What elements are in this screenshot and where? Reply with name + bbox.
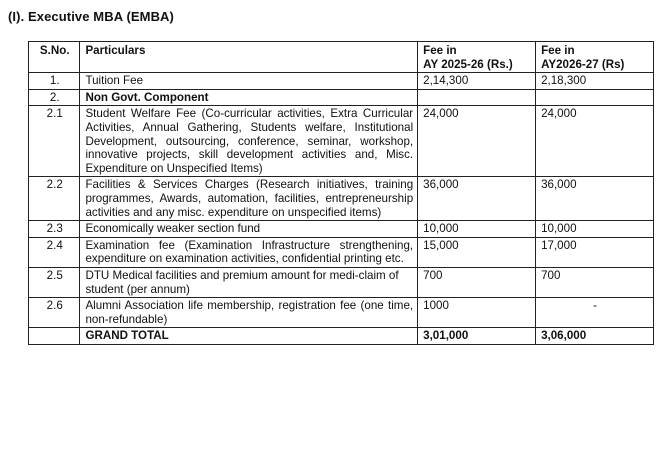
row-particulars: Economically weaker section fund <box>80 221 418 238</box>
row-sno: 2. <box>29 89 80 106</box>
table-row-non-govt-component <box>29 89 654 106</box>
header-fee-2025-26 <box>418 42 536 73</box>
header-fee-2026-27-line2: AY2026-27 (Rs) <box>541 57 625 71</box>
section-heading: (I). Executive MBA (EMBA) <box>8 9 174 24</box>
table-row-alumni <box>29 298 654 328</box>
row-fee-2025-26: 15,000 <box>418 237 536 267</box>
row-sno: 2.3 <box>29 221 80 238</box>
row-fee-2025-26: 2,14,300 <box>418 73 536 90</box>
grand-total-2025-26: 3,01,000 <box>418 328 536 345</box>
row-fee-2025-26: 1000 <box>418 298 536 328</box>
row-fee-2026-27: 36,000 <box>536 177 654 221</box>
row-particulars: Examination fee (Examination Infrastructure strengthening, expenditure on examination activities, confidential printing etc. <box>80 237 418 267</box>
header-fee-2025-26-line2: AY 2025-26 (Rs.) <box>423 57 513 71</box>
row-fee-2026-27: 700 <box>536 267 654 297</box>
row-particulars: DTU Medical facilities and premium amount for medi-claim of student (per annum) <box>80 267 418 297</box>
header-fee-2025-26-line1: Fee in <box>423 44 457 57</box>
table-row-grand-total <box>29 328 654 345</box>
table-header-row <box>29 42 654 73</box>
header-fee-2026-27 <box>536 42 654 73</box>
header-fee-2026-27-line1: Fee in <box>541 44 575 57</box>
table-row-tuition <box>29 73 654 90</box>
row-fee-2025-26 <box>418 89 536 106</box>
table-row-examination <box>29 237 654 267</box>
row-sno: 2.2 <box>29 177 80 221</box>
table-row-student-welfare <box>29 106 654 177</box>
grand-total-2026-27: 3,06,000 <box>536 328 654 345</box>
table-row-ews-fund <box>29 221 654 238</box>
header-sno: S.No. <box>29 42 80 73</box>
row-sno: 1. <box>29 73 80 90</box>
row-fee-2026-27: 17,000 <box>536 237 654 267</box>
row-fee-2025-26: 36,000 <box>418 177 536 221</box>
grand-total-label: GRAND TOTAL <box>80 328 418 345</box>
row-fee-2026-27: 24,000 <box>536 106 654 177</box>
row-fee-2025-26: 700 <box>418 267 536 297</box>
row-fee-2025-26: 24,000 <box>418 106 536 177</box>
row-sno: 2.1 <box>29 106 80 177</box>
fee-table <box>28 41 654 345</box>
header-particulars: Particulars <box>80 42 418 73</box>
row-fee-2025-26: 10,000 <box>418 221 536 238</box>
table-row-medical <box>29 267 654 297</box>
row-fee-2026-27: 2,18,300 <box>536 73 654 90</box>
row-fee-2026-27 <box>536 89 654 106</box>
row-particulars: Non Govt. Component <box>80 89 418 106</box>
row-fee-2026-27: - <box>536 298 654 328</box>
row-particulars: Alumni Association life membership, registration fee (one time, non-refundable) <box>80 298 418 328</box>
row-particulars: Student Welfare Fee (Co-curricular activities, Extra Curricular Activities, Annual Gathering, Students welfare, Institutional Development, outsourcing, conference, seminar, workshop, innovative projects, skill development activities and, Misc. Expenditure on Unspecified Items) <box>80 106 418 177</box>
row-sno: 2.5 <box>29 267 80 297</box>
row-fee-2026-27: 10,000 <box>536 221 654 238</box>
row-particulars: Facilities & Services Charges (Research initiatives, training programmes, Awards, automation, facilities, entrepreneurship activities and any misc. expenditure on unspecified items) <box>80 177 418 221</box>
table-row-facilities <box>29 177 654 221</box>
row-sno: 2.4 <box>29 237 80 267</box>
row-sno: 2.6 <box>29 298 80 328</box>
row-sno <box>29 328 80 345</box>
row-particulars: Tuition Fee <box>80 73 418 90</box>
